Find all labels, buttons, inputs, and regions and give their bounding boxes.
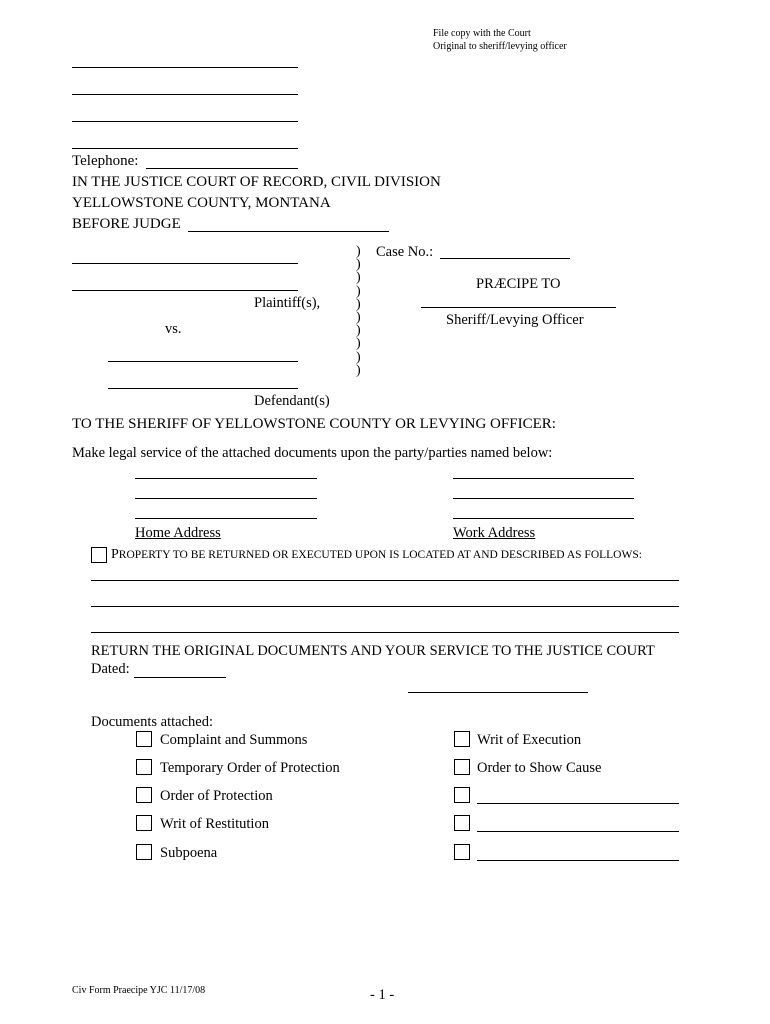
work-address-line-2[interactable] bbox=[453, 498, 634, 499]
plaintiff-line-1[interactable] bbox=[72, 263, 298, 264]
county-heading: YELLOWSTONE COUNTY, MONTANA bbox=[72, 195, 331, 211]
writ-execution-checkbox[interactable] bbox=[454, 731, 470, 747]
caption-paren: ) bbox=[356, 310, 361, 326]
service-instruction: Make legal service of the attached documents upon the party/parties named below: bbox=[72, 445, 553, 461]
caption-paren: ) bbox=[356, 349, 361, 365]
caption-paren: ) bbox=[356, 362, 361, 378]
caption-paren: ) bbox=[356, 323, 361, 339]
return-instruction: RETURN THE ORIGINAL DOCUMENTS AND YOUR SERVICE TO THE JUSTICE COURT bbox=[91, 643, 655, 659]
judge-field[interactable] bbox=[188, 231, 389, 232]
home-address-line-1[interactable] bbox=[135, 478, 317, 479]
address-line-1[interactable] bbox=[72, 94, 298, 95]
original-note: Original to sheriff/levying officer bbox=[433, 41, 567, 52]
plaintiff-label: Plaintiff(s), bbox=[254, 295, 321, 311]
subpoena-label: Subpoena bbox=[160, 845, 218, 861]
home-address-label: Home Address bbox=[135, 525, 221, 541]
other-document-checkbox-1[interactable] bbox=[454, 787, 470, 803]
case-no-label: Case No.: bbox=[376, 244, 434, 260]
writ-execution-label: Writ of Execution bbox=[477, 732, 582, 748]
versus-label: vs. bbox=[165, 321, 182, 337]
sheriff-address-line: TO THE SHERIFF OF YELLOWSTONE COUNTY OR LEVYING OFFICER: bbox=[72, 416, 556, 432]
other-document-checkbox-3[interactable] bbox=[454, 844, 470, 860]
order-protection-label: Order of Protection bbox=[160, 788, 273, 804]
other-document-field-2[interactable] bbox=[477, 831, 679, 832]
subpoena-checkbox[interactable] bbox=[136, 844, 152, 860]
page-number: - 1 - bbox=[370, 987, 395, 1003]
property-line-3[interactable] bbox=[91, 632, 679, 633]
other-document-field-1[interactable] bbox=[477, 803, 679, 804]
plaintiff-line-2[interactable] bbox=[72, 290, 298, 291]
home-address-line-3[interactable] bbox=[135, 518, 317, 519]
work-address-line-3[interactable] bbox=[453, 518, 634, 519]
address-line-2[interactable] bbox=[72, 121, 298, 122]
complaint-summons-label: Complaint and Summons bbox=[160, 732, 308, 748]
defendant-line-2[interactable] bbox=[108, 388, 298, 389]
dated-field[interactable] bbox=[134, 677, 226, 678]
caption-paren: ) bbox=[356, 270, 361, 286]
signature-line[interactable] bbox=[408, 692, 588, 693]
property-line-2[interactable] bbox=[91, 606, 679, 607]
caption-paren: ) bbox=[356, 296, 361, 312]
order-protection-checkbox[interactable] bbox=[136, 787, 152, 803]
property-initial: P bbox=[111, 547, 119, 562]
caption-paren: ) bbox=[356, 336, 361, 352]
file-copy-note: File copy with the Court bbox=[433, 28, 531, 39]
court-heading: IN THE JUSTICE COURT OF RECORD, CIVIL DIVISION bbox=[72, 174, 441, 190]
work-address-label: Work Address bbox=[453, 525, 536, 541]
complaint-summons-checkbox[interactable] bbox=[136, 731, 152, 747]
home-address-line-2[interactable] bbox=[135, 498, 317, 499]
telephone-field[interactable] bbox=[146, 168, 298, 169]
address-line-3[interactable] bbox=[72, 148, 298, 149]
case-no-field[interactable] bbox=[440, 258, 570, 259]
name-line[interactable] bbox=[72, 67, 298, 68]
officer-name-field[interactable] bbox=[421, 307, 616, 308]
property-statement bbox=[111, 547, 642, 563]
documents-heading: Documents attached: bbox=[91, 714, 213, 730]
property-line-1[interactable] bbox=[91, 580, 679, 581]
caption-paren: ) bbox=[356, 283, 361, 299]
defendant-line-1[interactable] bbox=[108, 361, 298, 362]
dated-label: Dated: bbox=[91, 661, 130, 677]
judge-label: BEFORE JUDGE bbox=[72, 216, 181, 232]
other-document-checkbox-2[interactable] bbox=[454, 815, 470, 831]
temporary-order-checkbox[interactable] bbox=[136, 759, 152, 775]
document-title: PRÆCIPE TO bbox=[476, 276, 561, 292]
work-address-line-1[interactable] bbox=[453, 478, 634, 479]
other-document-field-3[interactable] bbox=[477, 860, 679, 861]
caption-divider bbox=[356, 245, 361, 377]
telephone-label: Telephone: bbox=[72, 153, 139, 169]
temporary-order-label: Temporary Order of Protection bbox=[160, 760, 340, 776]
form-identifier: Civ Form Praecipe YJC 11/17/08 bbox=[72, 985, 206, 996]
officer-label: Sheriff/Levying Officer bbox=[446, 312, 584, 328]
caption-paren: ) bbox=[356, 257, 361, 273]
writ-restitution-checkbox[interactable] bbox=[136, 815, 152, 831]
order-show-cause-label: Order to Show Cause bbox=[477, 760, 602, 776]
property-checkbox[interactable] bbox=[91, 547, 107, 563]
order-show-cause-checkbox[interactable] bbox=[454, 759, 470, 775]
caption-paren: ) bbox=[356, 244, 361, 259]
defendant-label: Defendant(s) bbox=[254, 393, 330, 409]
property-text: ROPERTY TO BE RETURNED OR EXECUTED UPON IS LOCATED AT AND DESCRIBED AS FOLLOWS: bbox=[118, 549, 642, 561]
writ-restitution-label: Writ of Restitution bbox=[160, 816, 269, 832]
